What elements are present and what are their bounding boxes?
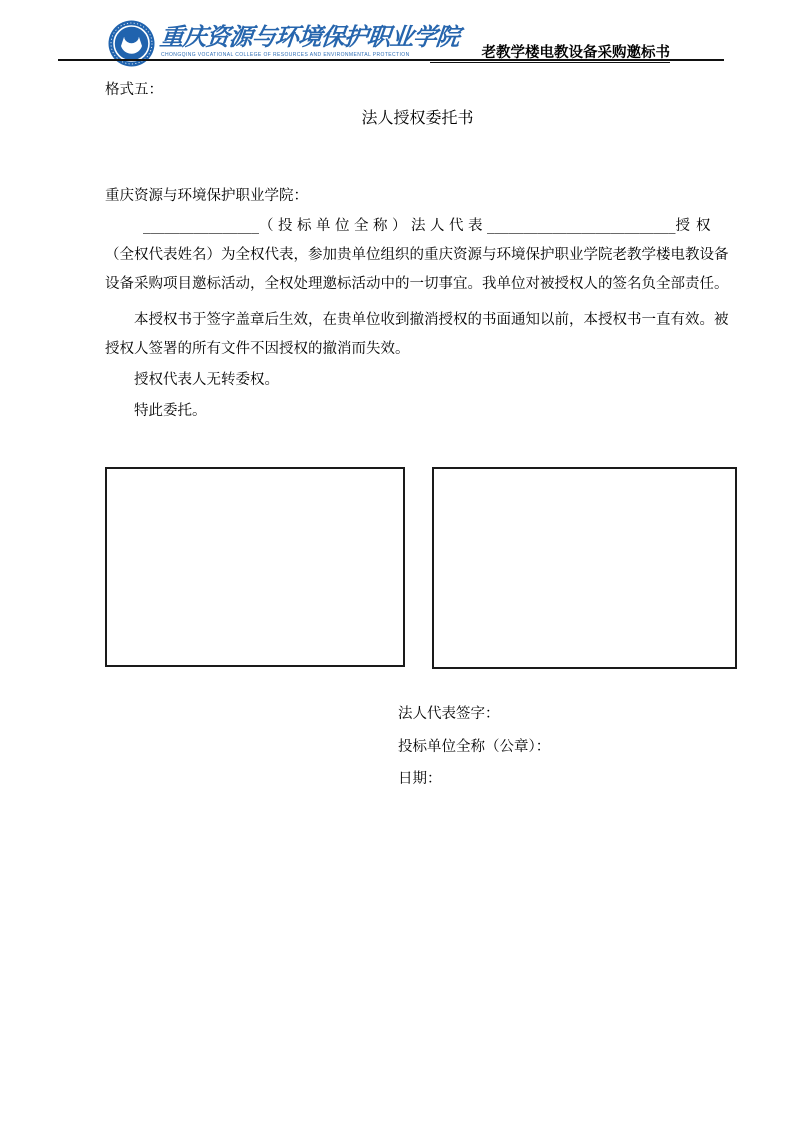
attachment-box-left	[105, 467, 405, 667]
paragraph1-line3: 设备采购项目邀标活动，全权处理邀标活动中的一切事宜。我单位对被授权人的签名负全部责任。	[105, 276, 729, 292]
bidder-company-seal-label: 投标单位全称（公章）：	[398, 739, 551, 755]
no-delegation-line: 授权代表人无转委权。	[134, 372, 279, 388]
attachment-box-right	[432, 467, 737, 669]
paragraph2-line1: 本授权书于签字盖章后生效，在贵单位收到撤消授权的书面通知以前，本授权书一直有效。被	[134, 312, 729, 328]
date-label: 日期：	[398, 771, 442, 787]
college-name-english: CHONGQING VOCATIONAL COLLEGE OF RESOURCES AND ENVIRONMENTAL PROTECTION	[161, 52, 410, 58]
header-doc-title: 老教学楼电教设备采购邀标书	[430, 44, 670, 63]
authorization-fill-line-tail: 授权	[675, 218, 717, 234]
blank-company-name: ________________	[143, 218, 259, 234]
blank-representative-name: __________________________	[487, 218, 676, 234]
paragraph1-line2: （全权代表姓名）为全权代表，参加贵单位组织的重庆资源与环境保护职业学院老教学楼电教设备	[105, 247, 729, 263]
legal-rep-signature-label: 法人代表签字：	[398, 706, 500, 722]
entrust-line: 特此委托。	[134, 403, 207, 419]
format-label: 格式五：	[105, 82, 163, 98]
paragraph2-line2: 授权人签署的所有文件不因授权的撤消而失效。	[105, 341, 410, 357]
college-name-calligraphy: 重庆资源与环境保护职业学院	[158, 22, 461, 51]
authorization-fill-line	[105, 218, 745, 235]
authorization-fill-line-middle: （投标单位全称）法人代表	[259, 218, 487, 234]
page-title: 法人授权委托书	[361, 108, 474, 127]
salutation-line: 重庆资源与环境保护职业学院：	[105, 188, 308, 204]
